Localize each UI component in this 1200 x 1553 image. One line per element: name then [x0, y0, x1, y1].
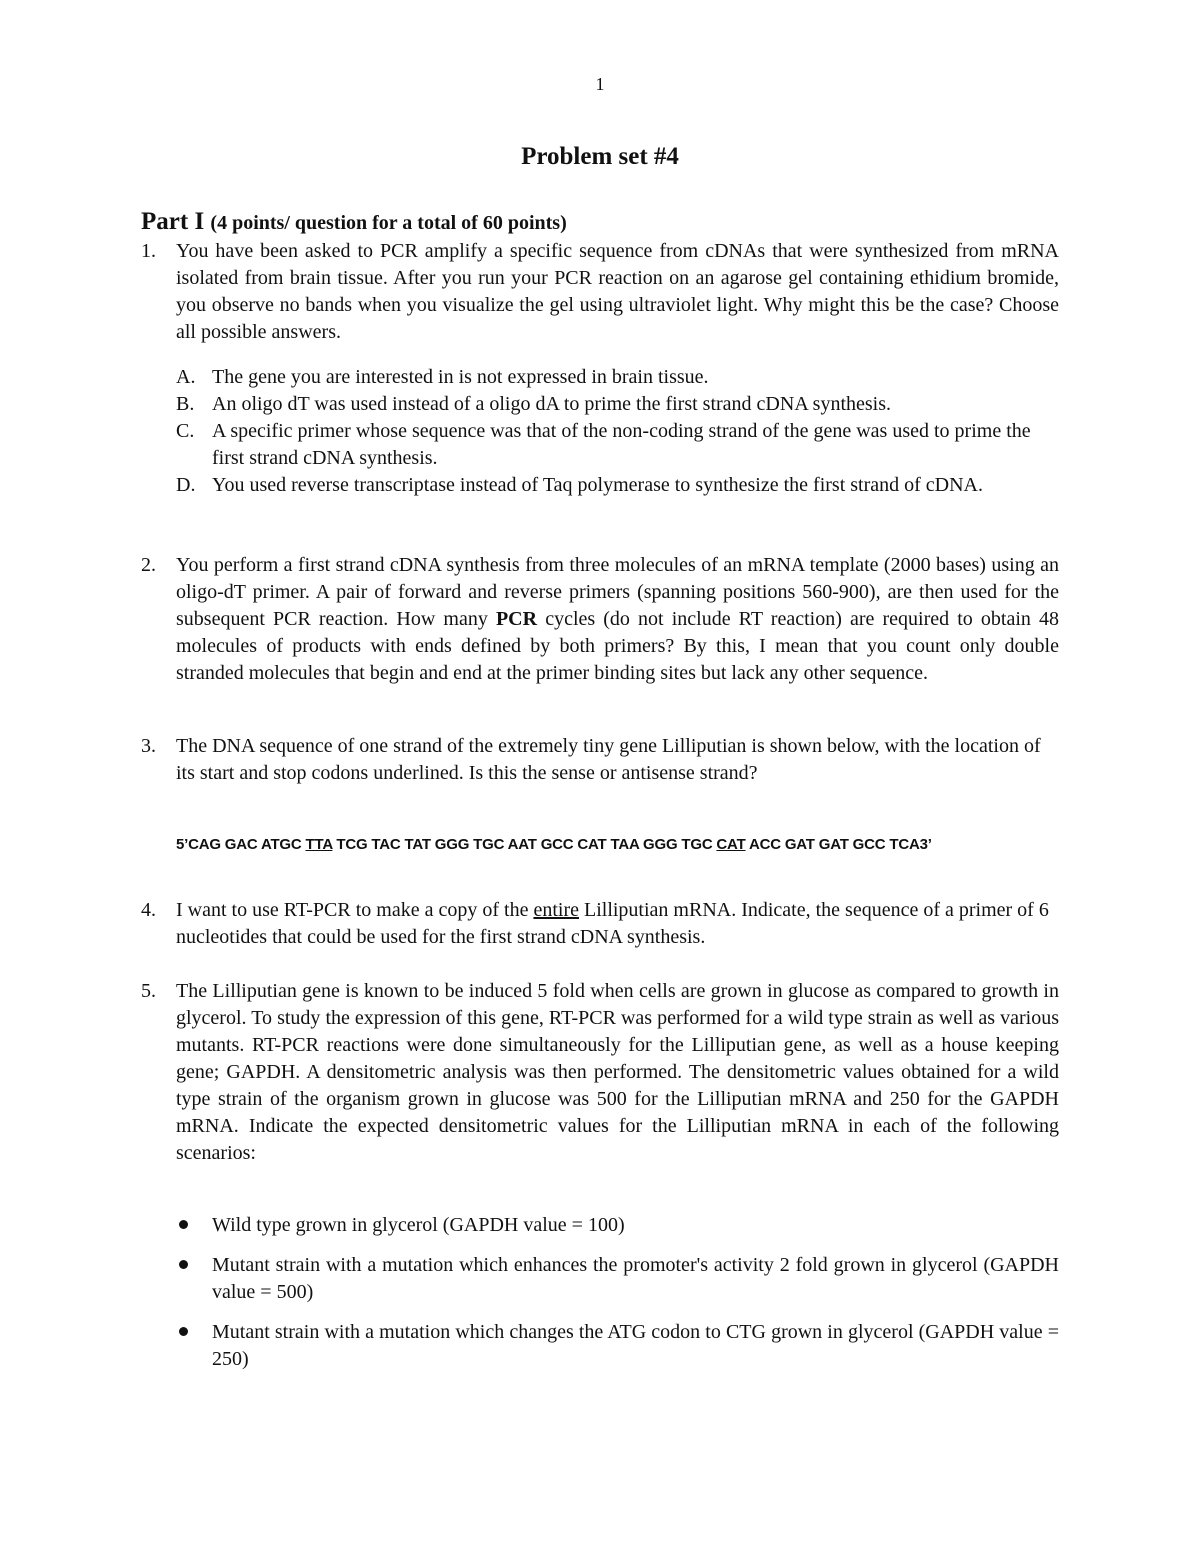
option-letter: D. — [176, 474, 196, 496]
option-b — [176, 391, 1059, 418]
part-heading — [141, 208, 567, 236]
question-text: The Lilliputian gene is known to be induced 5 fold when cells are grown in glucose as compared to growth in glycerol. To study the expression of this gene, RT-PCR was performed for a wild type strain as well as various mutants. RT-PCR reactions were done simultaneously for the Lilliputian gene, as well as a house keeping gene; GAPDH. A densitometric analysis was then performed. The densitometric values obtained for a wild type strain of the organism grown in glucose was 500 for the Lilliputian mRNA and 250 for the GAPDH mRNA. Indicate the expected densitometric values for the Lilliputian mRNA in each of the following scenarios: — [176, 980, 1059, 1164]
question-text — [176, 897, 1059, 951]
scenario-item — [176, 1212, 1059, 1239]
question-5 — [141, 978, 1059, 1167]
scenario-text: Mutant strain with a mutation which enhances the promoter's activity 2 fold grown in glycerol (GAPDH value = 500) — [212, 1254, 1059, 1303]
question-text — [176, 552, 1059, 687]
option-text: You used reverse transcriptase instead of Taq polymerase to synthesize the first strand of cDNA. — [212, 474, 983, 496]
option-letter: A. — [176, 366, 196, 388]
question-number: 1. — [141, 240, 156, 262]
sequence-underlined-codon: TTA — [305, 836, 333, 853]
question-2 — [141, 552, 1059, 687]
question-1-options — [176, 364, 1059, 499]
question-text-part: cycles (do not include RT reaction) are required to obtain 48 molecules of products with ends defined by both primers? By this, I mean that you count only double stranded molecules that begin and end at the primer binding sites but lack any other sequence. — [176, 608, 1059, 684]
question-4 — [141, 897, 1059, 951]
option-a — [176, 364, 1059, 391]
scenario-item — [176, 1252, 1059, 1306]
question-text-underlined: entire — [533, 899, 579, 921]
scenario-text: Wild type grown in glycerol (GAPDH value = 100) — [212, 1214, 625, 1236]
bullet-icon — [179, 1220, 188, 1229]
part-label: Part I — [141, 208, 205, 235]
option-letter: B. — [176, 393, 195, 415]
question-text: The DNA sequence of one strand of the extremely tiny gene Lilliputian is shown below, with the location of its start and stop codons underlined. Is this the sense or antisense strand? — [176, 735, 1041, 784]
option-text: An oligo dT was used instead of a oligo dA to prime the first strand cDNA synthesis. — [212, 393, 891, 415]
question-text-part: I want to use RT-PCR to make a copy of the — [176, 899, 534, 921]
scenario-text: Mutant strain with a mutation which changes the ATG codon to CTG grown in glycerol (GAPDH value = 250) — [212, 1321, 1059, 1370]
bullet-icon — [179, 1260, 188, 1269]
question-number: 4. — [141, 899, 156, 921]
sequence-part: 5’CAG GAC ATGC — [176, 836, 306, 853]
sequence-part: TCG TAC TAT GGG TGC AAT GCC CAT TAA GGG TGC — [332, 836, 717, 853]
page-number: 1 — [595, 74, 605, 94]
question-number: 2. — [141, 554, 156, 576]
question-text-part: You perform a first strand cDNA synthesis from three molecules of an mRNA template (2000 bases) using an oligo-dT primer. A pair of forward and reverse primers (spanning positions 560-900), are then used for the subsequent PCR reaction. How many — [176, 554, 1059, 630]
scenario-item — [176, 1319, 1059, 1373]
page-title: Problem set #4 — [521, 143, 679, 170]
option-c — [176, 418, 1059, 472]
option-d — [176, 472, 1059, 499]
bullet-icon — [179, 1327, 188, 1336]
option-text: The gene you are interested in is not expressed in brain tissue. — [212, 366, 709, 388]
question-5-scenarios — [176, 1212, 1059, 1386]
question-3 — [141, 733, 1059, 787]
question-text: You have been asked to PCR amplify a specific sequence from cDNAs that were synthesized from mRNA isolated from brain tissue. After you run your PCR reaction on an agarose gel containing ethidium bromide, you observe no bands when you visualize the gel using ultraviolet light. Why might this be the case? Choose all possible answers. — [176, 240, 1059, 343]
part-points: (4 points/ question for a total of 60 points) — [210, 212, 567, 234]
question-number: 5. — [141, 980, 156, 1002]
dna-sequence — [176, 836, 932, 853]
sequence-underlined-codon: CAT — [716, 836, 746, 853]
question-number: 3. — [141, 735, 156, 757]
option-text: A specific primer whose sequence was that of the non-coding strand of the gene was used to prime the first strand cDNA synthesis. — [212, 420, 1031, 469]
sequence-part: ACC GAT GAT GCC TCA3’ — [745, 836, 932, 853]
option-letter: C. — [176, 420, 195, 442]
question-1 — [141, 238, 1059, 346]
question-text-bold: PCR — [495, 608, 538, 630]
question-text-part: Lilliputian mRNA. Indicate, the sequence of a primer of 6 nucleotides that could be used for the first strand cDNA synthesis. — [176, 899, 1049, 948]
